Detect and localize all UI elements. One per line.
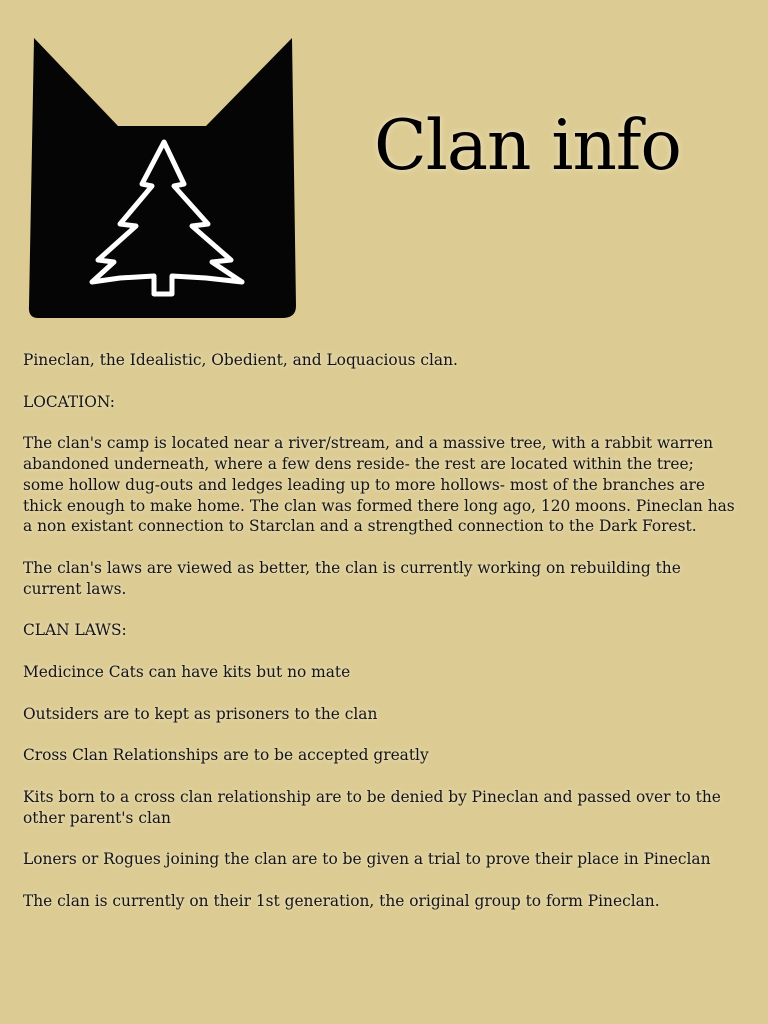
law-item: Outsiders are to kept as prisoners to the clan bbox=[23, 704, 378, 723]
law-item: Kits born to a cross clan relationship are to be denied by Pineclan and passed over to the other parent's clan bbox=[23, 787, 721, 827]
laws-summary: The clan's laws are viewed as better, the clan is currently working on rebuilding the current laws. bbox=[23, 558, 681, 598]
page-title: Clan info bbox=[374, 106, 681, 186]
law-item: Medicince Cats can have kits but no mate bbox=[23, 662, 351, 681]
clan-description bbox=[23, 350, 738, 932]
pine-tree-cat-head-icon bbox=[26, 36, 298, 322]
intro-text: Pineclan, the Idealistic, Obedient, and Loquacious clan. bbox=[23, 351, 458, 369]
generation-text: The clan is currently on their 1st generation, the original group to form Pineclan. bbox=[23, 891, 660, 910]
location-heading: LOCATION: bbox=[23, 392, 115, 411]
location-text: The clan's camp is located near a river/stream, and a massive tree, with a rabbit warren abandoned underneath, where a few dens reside- the rest are located within the tree; some hollow dug-outs and ledges leading up to more hollows- most of the branches are thick enough to make home. The clan was formed there long ago, 120 moons. Pineclan has a non existant connection to Starclan and a strengthed connection to the Dark Forest. bbox=[23, 434, 735, 536]
clan-logo bbox=[26, 36, 298, 322]
law-item: Cross Clan Relationships are to be accepted greatly bbox=[23, 746, 429, 765]
clan-laws-heading: CLAN LAWS: bbox=[23, 621, 127, 640]
law-item: Loners or Rogues joining the clan are to be given a trial to prove their place in Pineclan bbox=[23, 850, 711, 869]
